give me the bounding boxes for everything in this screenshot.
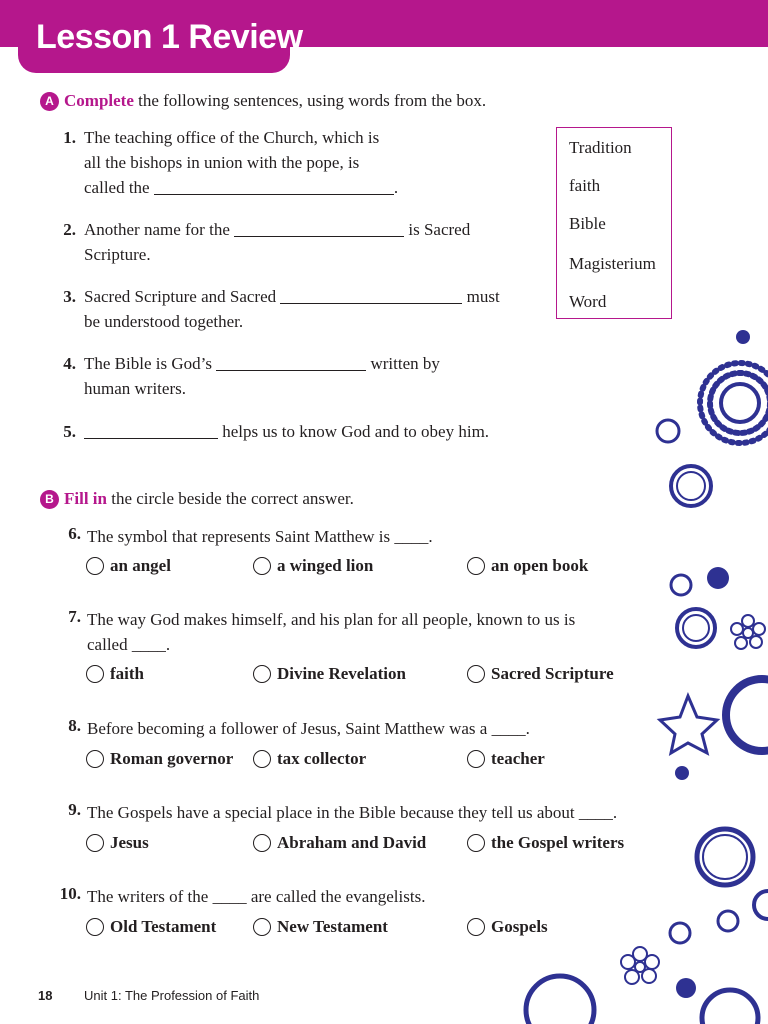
ring-icon <box>754 891 768 919</box>
section-a-instruction: the following sentences, using words from the box. <box>133 91 487 110</box>
option-label: Jesus <box>110 833 149 852</box>
word-bank-item: Tradition <box>569 138 632 157</box>
option-label: an angel <box>110 556 171 575</box>
option-label: Old Testament <box>110 917 217 936</box>
inner-ring-icon <box>677 472 705 500</box>
inner-ring-icon <box>683 615 709 641</box>
flower-icon <box>731 615 765 649</box>
word-bank-item: Word <box>569 292 607 311</box>
item-text: . <box>393 178 399 197</box>
option-label: tax collector <box>277 749 367 768</box>
small-ring-icon <box>657 420 679 442</box>
item-text: Another name for the <box>84 220 230 239</box>
footer-unit-title: Unit 1: The Profession of Faith <box>84 988 260 1003</box>
option-label: Roman governor <box>110 749 234 768</box>
item-number: 4. <box>63 354 76 373</box>
large-ring-icon <box>526 976 594 1024</box>
dot-icon <box>676 978 696 998</box>
option-label: New Testament <box>277 917 388 936</box>
question-number: 8. <box>68 716 81 735</box>
dot-icon <box>736 330 750 344</box>
section-b-instruction: the circle beside the correct answer. <box>106 489 354 508</box>
question-text: The Gospels have a special place in the Bible because they tell us about ____. <box>87 803 618 822</box>
dot-icon <box>707 567 729 589</box>
flower-icon <box>621 947 659 984</box>
small-ring-icon <box>718 911 738 931</box>
section-b-keyword: Fill in <box>64 489 107 508</box>
dot-icon <box>675 766 689 780</box>
question-text: The way God makes himself, and his plan for all people, known to us is <box>87 610 576 629</box>
item-text: human writers. <box>84 379 186 398</box>
word-bank-item: Bible <box>569 214 606 233</box>
ring-icon <box>697 829 753 885</box>
item-text: must <box>466 287 500 306</box>
option-label: Divine Revelation <box>277 664 406 683</box>
item-text: written by <box>370 354 440 373</box>
option-label: an open book <box>491 556 589 575</box>
question-text: The symbol that represents Saint Matthew is ____. <box>87 527 433 546</box>
word-bank-item: faith <box>569 176 601 195</box>
star-icon <box>660 696 717 753</box>
item-text: be understood together. <box>84 312 244 331</box>
item-text: Scripture. <box>84 245 151 264</box>
section-a-keyword: Complete <box>64 91 134 110</box>
option-label: teacher <box>491 749 545 768</box>
item-text: called the <box>84 178 150 197</box>
item-text: is Sacred <box>408 220 471 239</box>
question-number: 6. <box>68 524 81 543</box>
option-label: the Gospel writers <box>491 833 625 852</box>
page-number: 18 <box>38 988 53 1003</box>
sunburst-icon <box>700 363 768 443</box>
item-text: Sacred Scripture and Sacred <box>84 287 277 306</box>
item-number: 3. <box>63 287 76 306</box>
item-text: The teaching office of the Church, which is <box>84 128 380 147</box>
item-text: helps us to know God and to obey him. <box>222 422 490 441</box>
option-label: a winged lion <box>277 556 374 575</box>
ring-icon <box>702 990 758 1024</box>
item-text: all the bishops in union with the pope, is <box>84 153 360 172</box>
section-b-badge: B <box>40 490 59 509</box>
question-text: Before becoming a follower of Jesus, Saint Matthew was a ____. <box>87 719 530 738</box>
option-label: Gospels <box>491 917 548 936</box>
item-number: 2. <box>63 220 76 239</box>
word-bank-item: Magisterium <box>569 254 656 273</box>
option-label: faith <box>110 664 144 683</box>
section-a-badge: A <box>40 92 59 111</box>
item-number: 5. <box>63 422 76 441</box>
option-label: Abraham and David <box>277 833 427 852</box>
question-number: 10. <box>59 884 81 903</box>
item-text: The Bible is God’s <box>84 354 212 373</box>
large-ring-icon <box>726 679 768 751</box>
small-ring-icon <box>670 923 690 943</box>
small-ring-icon <box>671 575 691 595</box>
item-number: 1. <box>63 128 76 147</box>
question-number: 9. <box>68 800 81 819</box>
question-number: 7. <box>68 607 81 626</box>
question-text: called ____. <box>87 635 171 654</box>
option-label: Sacred Scripture <box>491 664 614 683</box>
inner-ring-icon <box>703 835 747 879</box>
question-text: The writers of the ____ are called the evangelists. <box>87 887 426 906</box>
page-title: Lesson 1 Review <box>36 18 303 56</box>
